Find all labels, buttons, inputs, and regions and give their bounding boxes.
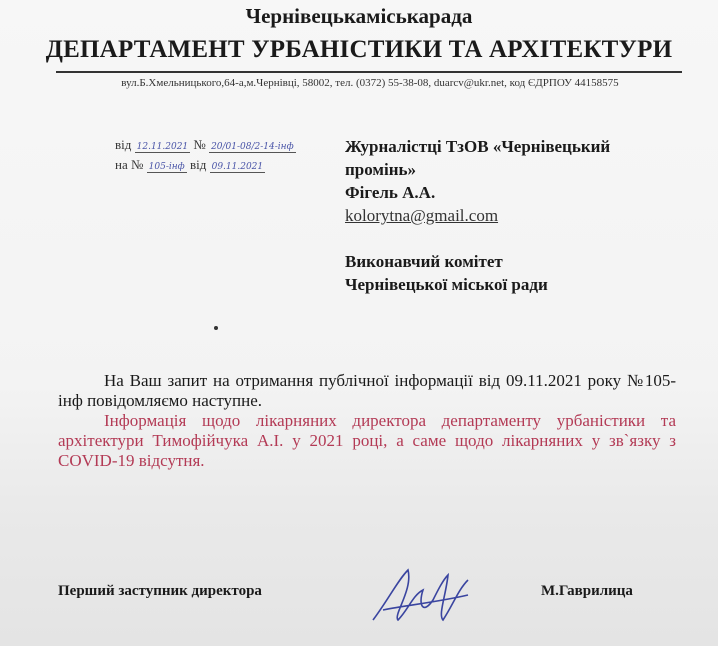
speck [214,326,218,330]
addressee-line: Журналістці ТзОВ «Чернівецький [345,137,611,156]
body-paragraph-highlight: Інформація щодо лікарняних директора департаменту урбаністики та архітектури Тимофійчука А.І. у 2021 році, а саме щодо лікарняних у зв`язку з COVID-19 відсутня. [58,411,676,470]
addressee-email[interactable]: kolorytna@gmail.com [345,206,499,225]
reply-number-label: на № [115,157,144,172]
outgoing-date: 12.11.2021 [136,142,189,152]
addressee-block [345,135,705,296]
addressee-line: Чернівецької міської ради [345,275,548,294]
signatory-title: Перший заступник директора [58,583,262,599]
signatory-name: М.Гаврилица [541,583,633,599]
addressee-line: промінь» [345,160,417,179]
body-paragraph: На Ваш запит на отримання публічної інформації від 09.11.2021 року №105-інф повідомляємо наступне. [58,371,676,410]
from-label: від [115,137,132,152]
letter-body [58,371,676,471]
reply-number: 105-інф [148,162,185,172]
department-name: ДЕПАРТАМЕНТ УРБАНІСТИКИ ТА АРХІТЕКТУРИ [45,36,673,63]
reply-date: 09.11.2021 [211,162,264,172]
header-divider [56,71,682,73]
outgoing-reference [115,137,337,153]
addressee-name: Фігель А.А. [345,183,436,202]
city-council-name: Чернівецькаміськарада [245,4,473,28]
reply-from-label: від [189,157,207,172]
department-address: вул.Б.Хмельницького,64-а,м.Чернівці, 58002, тел. (0372) 55-38-08, duarcv@ukr.net, код ЄДРПОУ 44158575 [121,77,619,89]
handwritten-signature [368,560,478,640]
incoming-reference [115,157,337,173]
spacer [345,227,705,250]
number-label: № [193,137,206,152]
addressee-line: Виконавчий комітет [345,252,503,271]
outgoing-number: 20/01-08/2-14-інф [211,142,294,152]
